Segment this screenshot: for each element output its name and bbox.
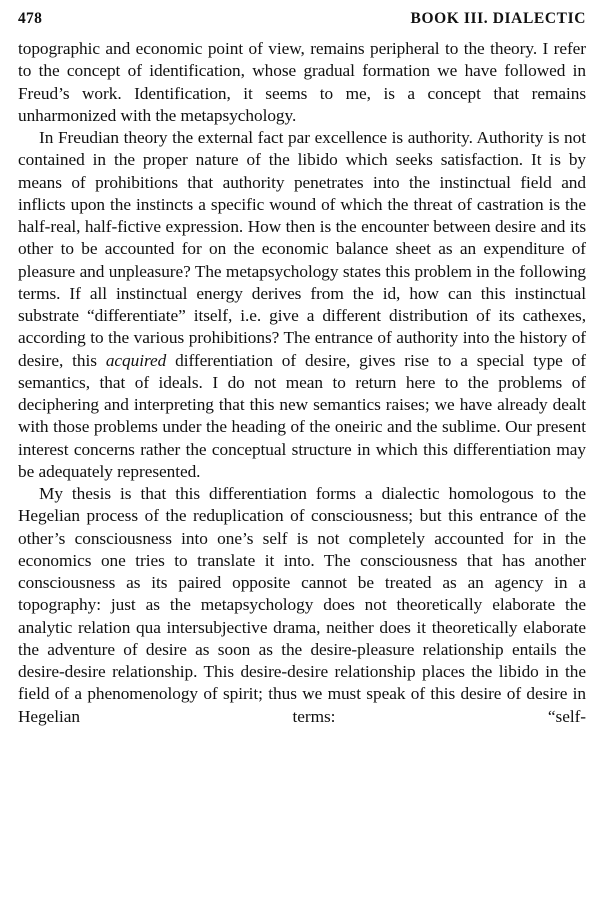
paragraph-2-text-end: differentiation of desire, gives rise to a special type of semantics, that of ideals. I do not mean to return here to the problems of deciphering and interpreting that this new semantics raises; we have already dealt with those problems under the heading of the oneiric and the sublime. Our present interest concerns rather the conceptual structure in which this differentiation may be adequately represented. [18, 350, 587, 481]
running-title: BOOK III. DIALECTIC [410, 10, 586, 27]
paragraph-2 [18, 127, 586, 483]
paragraph-3-text: My thesis is that this differentiation forms a dialectic homologous to the Hegelian process of the reduplication of consciousness; but this entrance of the other’s consciousness into one’s self is not completely accounted for in the economics one tries to translate it into. The consciousness that has another consciousness as its paired opposite cannot be treated as an agency in a topography: just as the metapsychology does not theoretically elaborate the analytic relation qua intersubjective drama, neither does it theoretically elaborate the adventure of desire as soon as the desire-pleasure relationship entails the desire-desire relationship. This desire-desire relationship places the libido in the field of a phenomenology of spirit; thus we must speak of this desire of desire in Hegelian terms: “self- [18, 484, 586, 726]
paragraph-2-text-start: In Freudian theory the external fact par excellence is authority. Authority is not contained in the proper nature of the libido which seeks satisfaction. It is by means of prohibitions that authority penetrates into the instinctual field and inflicts upon the instincts a specific wound of which the threat of castration is the half-real, half-fictive expression. How then is the encounter between desire and its other to be accounted for on the economic balance sheet as an expenditure of pleasure and unpleasure? The metapsychology states this problem in the following terms. If all instinctual energy derives from the id, how can this instinctual substrate “differentiate” itself, i.e. give a different distribution of its cathexes, according to the various prohibitions? The entrance of authority into the history of desire, this [18, 128, 586, 370]
body-text [18, 38, 586, 728]
running-head [18, 8, 586, 38]
paragraph-1-text: topographic and economic point of view, remains peripheral to the theory. I refer to the concept of identification, whose gradual formation we have followed in Freud’s work. Identification, it seems to me, is a concept that remains unharmonized with the metapsychology. [18, 39, 586, 125]
paragraph-2-emphasis: acquired [105, 350, 167, 370]
book-page [18, 8, 586, 898]
paragraph-1 [18, 38, 586, 127]
paragraph-3 [18, 483, 586, 728]
page-number: 478 [18, 10, 43, 27]
